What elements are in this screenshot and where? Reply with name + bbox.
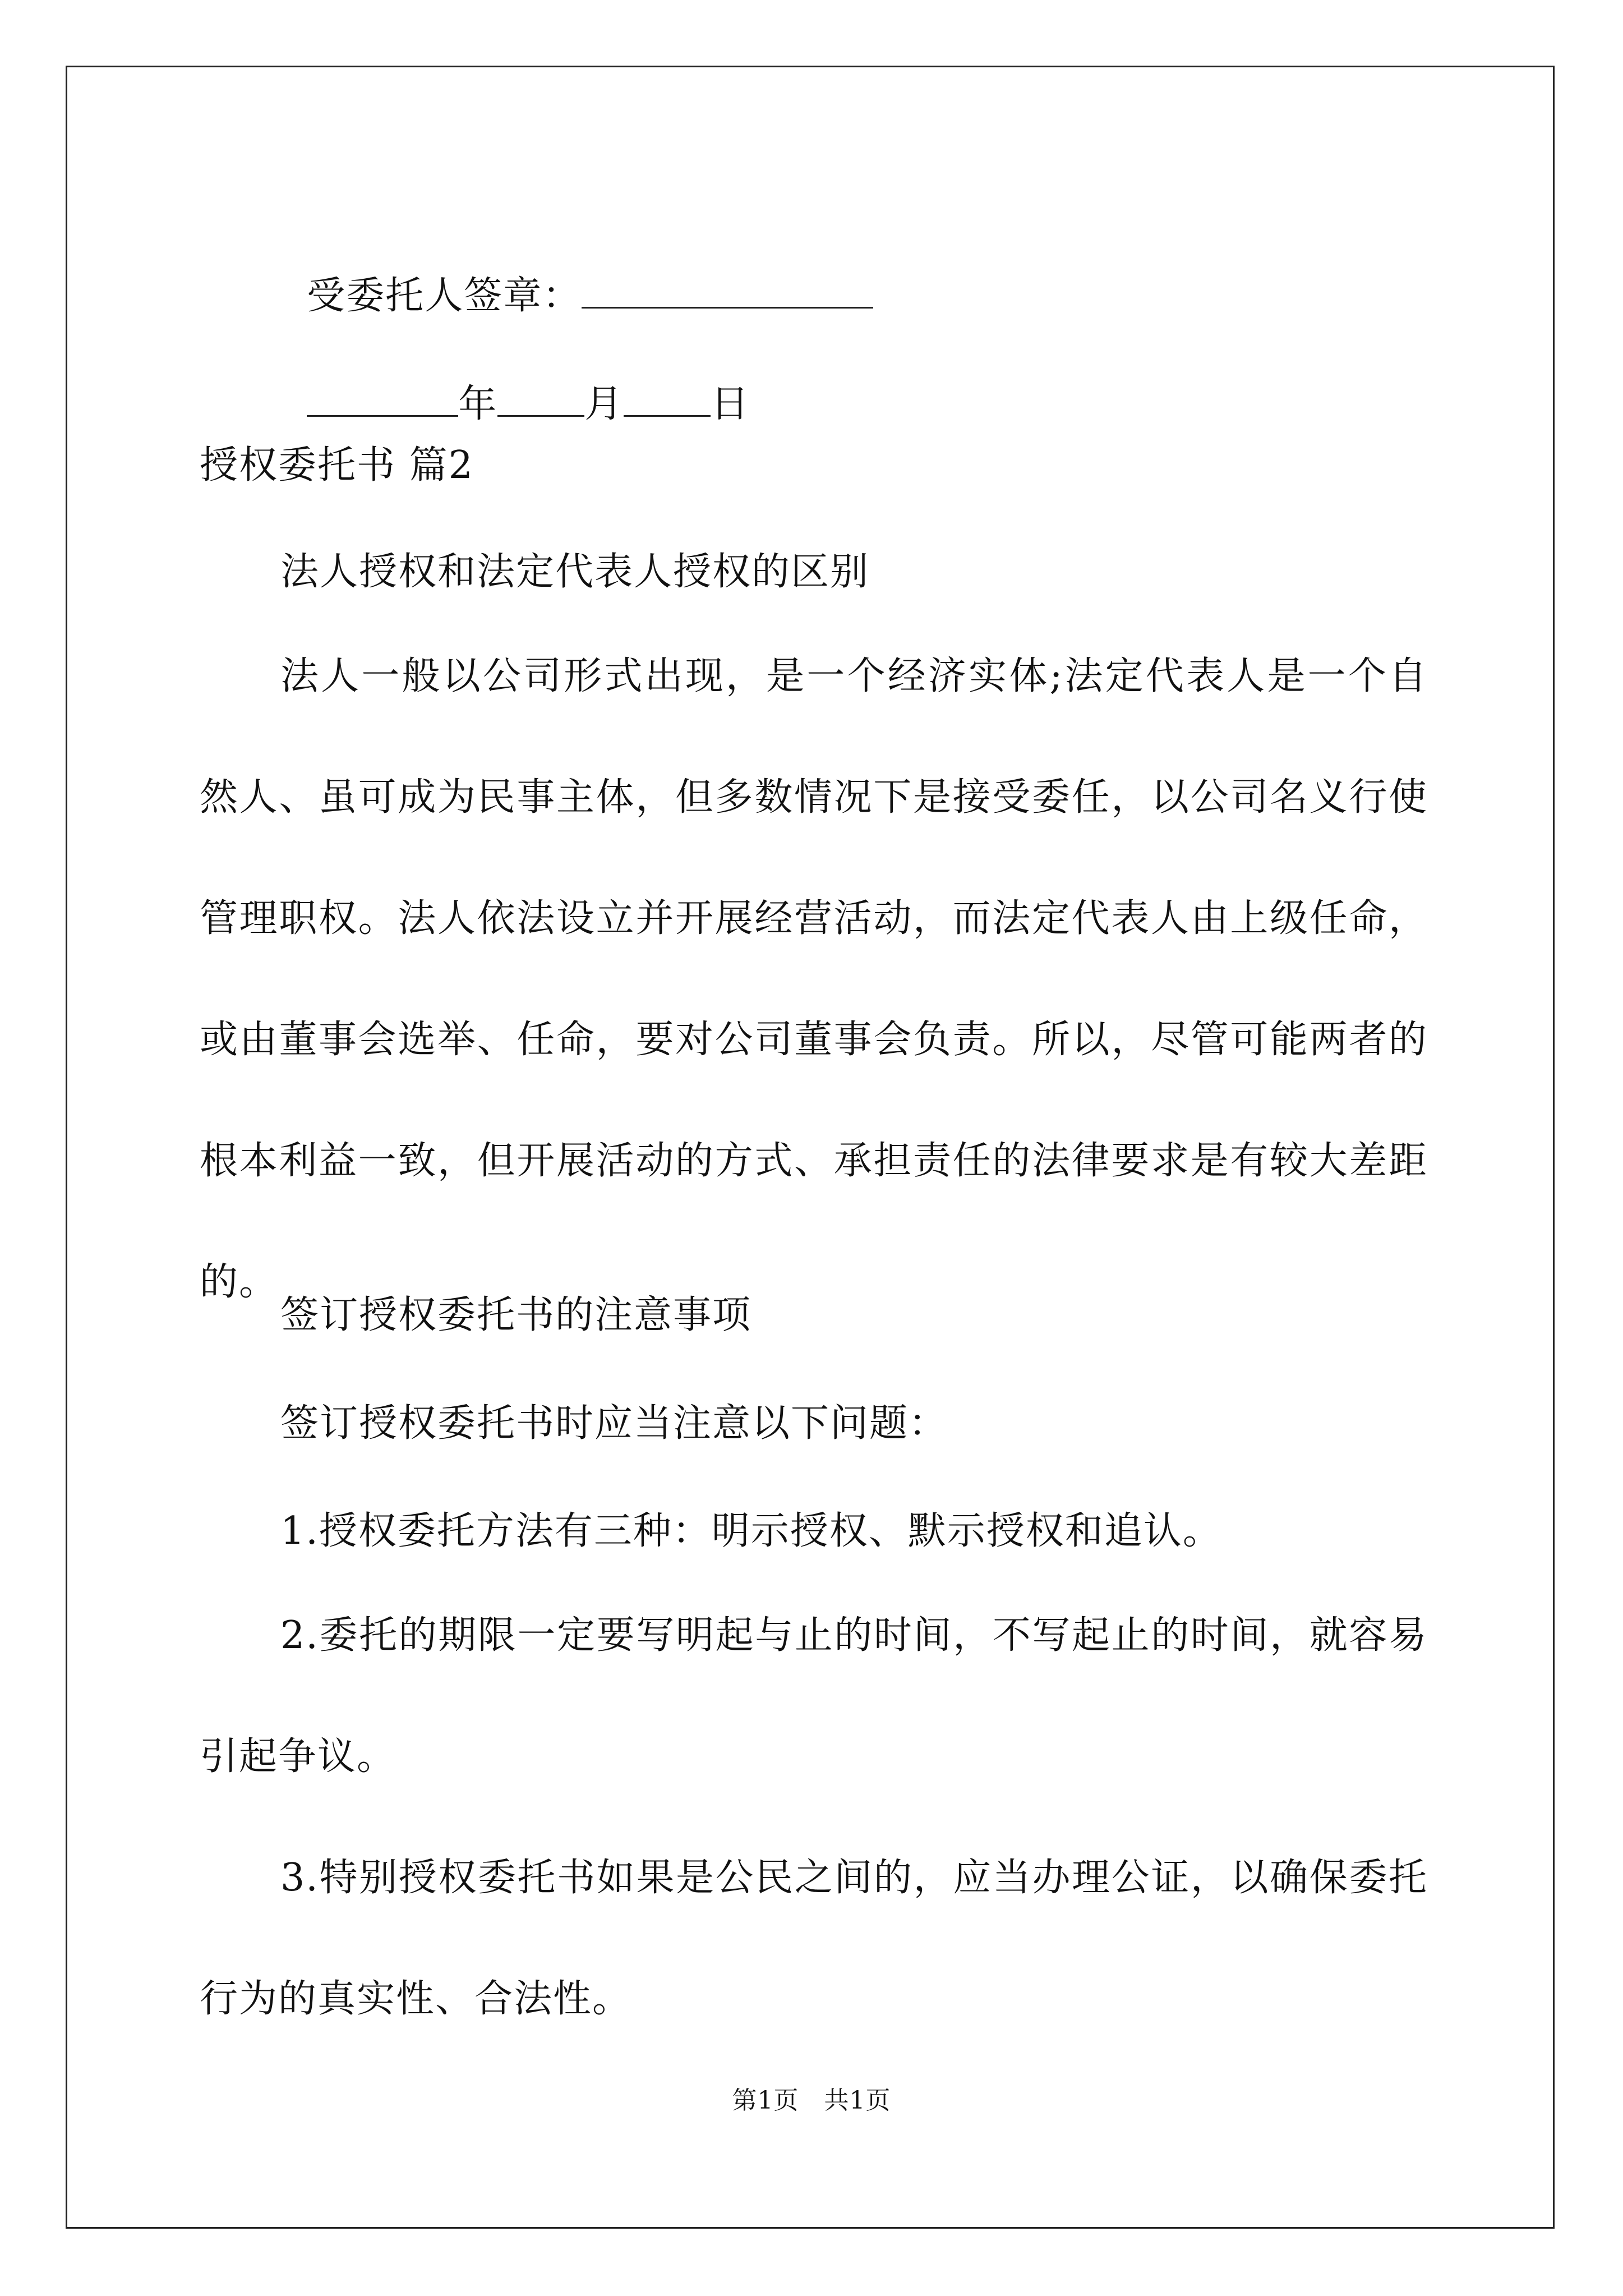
section-heading: 授权委托书 篇2 (200, 443, 474, 487)
signature-label: 受委托人签章： (307, 274, 582, 318)
signature-blank (582, 272, 873, 309)
page-footer: 第1页 共1页 (732, 2086, 891, 2115)
list-item: 3.特别授权委托书如果是公民之间的，应当办理公证，以确保委托行为的真实性、合法性。 (200, 1856, 1428, 2021)
subheading-precautions: 签订授权委托书的注意事项 (280, 1293, 752, 1337)
day-blank (624, 380, 711, 417)
month-blank (497, 380, 584, 417)
year-blank (307, 380, 458, 417)
day-unit: 日 (711, 382, 750, 426)
date-line (280, 335, 750, 427)
list-item: 2.委托的期限一定要写明起与止的时间，不写起止的时间，就容易引起争议。 (200, 1613, 1428, 1779)
paragraph-differences: 法人一般以公司形式出现，是一个经济实体;法定代表人是一个自然人、虽可成为民事主体，但多数情况下是接受委任，以公司名义行使管理职权。法人依法设立并开展经营活动，而法定代表人由上级任命，或由董事会选举、任命，要对公司董事会负责。所以，尽管可能两者的根本利益一致，但开展活动的方式、承担责任的法律要求是有较大差距的。 (200, 654, 1428, 1304)
signature-line (280, 227, 873, 319)
subheading-differences: 法人授权和法定代表人授权的区别 (280, 550, 870, 594)
list-item: 1.授权委托方法有三种：明示授权、默示授权和追认。 (280, 1509, 1222, 1553)
precautions-intro: 签订授权委托书时应当注意以下问题： (280, 1401, 948, 1446)
month-unit: 月 (584, 382, 624, 426)
year-unit: 年 (458, 382, 498, 426)
